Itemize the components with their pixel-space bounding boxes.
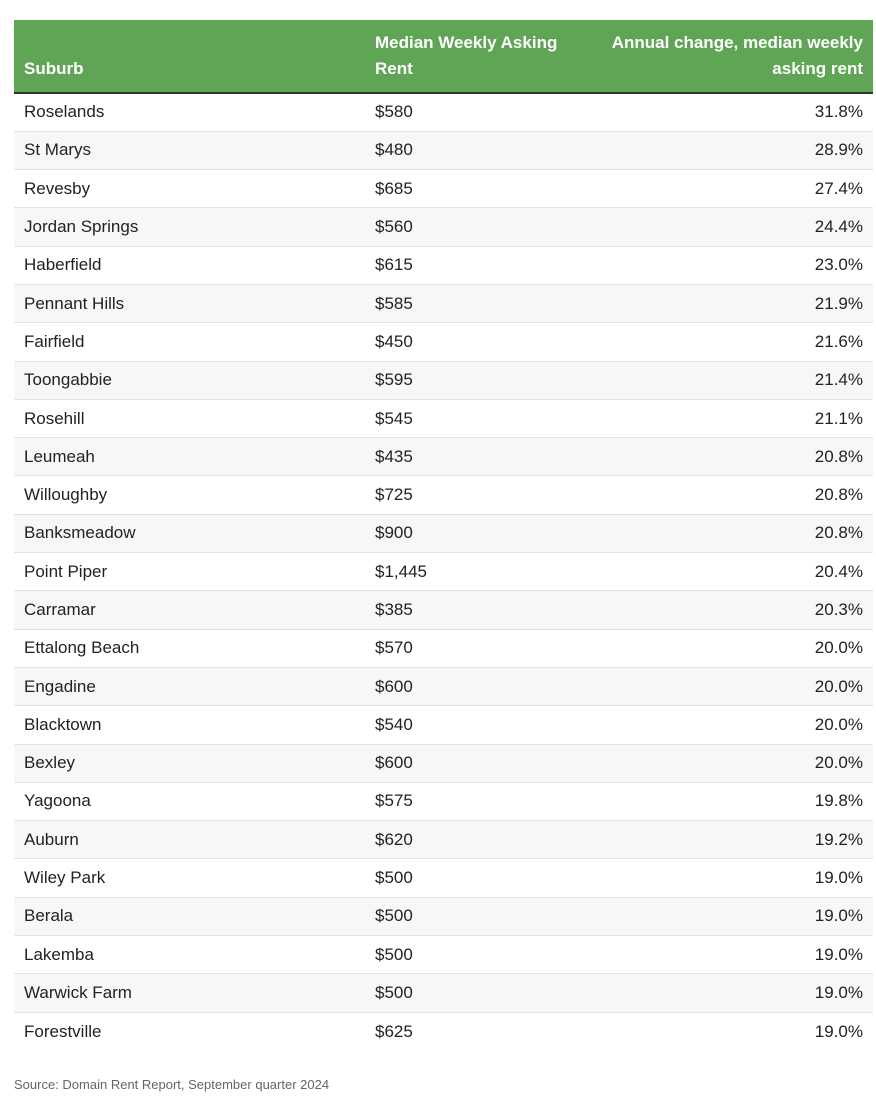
suburb-cell: Pennant Hills [14, 284, 365, 322]
suburb-cell: Forestville [24, 1021, 102, 1041]
rent-cell: $585 [365, 284, 575, 322]
rent-cell: $900 [365, 514, 575, 552]
suburb-cell: St Marys [14, 131, 365, 169]
table-row [14, 131, 873, 169]
suburb-cell: Jordan Springs [14, 208, 365, 246]
header-rent: Median Weekly Asking Rent [365, 20, 575, 93]
suburb-cell: Point Piper [14, 553, 365, 591]
change-cell: 19.0% [575, 859, 873, 897]
change-cell: 21.6% [575, 323, 873, 361]
suburb-cell: Warwick Farm [14, 974, 365, 1012]
suburb-cell: Revesby [14, 170, 365, 208]
table-header [14, 20, 873, 93]
change-cell: 19.0% [575, 974, 873, 1012]
rent-cell: $725 [365, 476, 575, 514]
table-row [14, 859, 873, 897]
source-note: Source: Domain Rent Report, September quarter 2024 [14, 1077, 330, 1092]
suburb-cell: Yagoona [14, 782, 365, 820]
rent-cell: $575 [365, 782, 575, 820]
rent-cell: $685 [365, 170, 575, 208]
suburb-cell: Roselands [14, 93, 365, 131]
rent-cell: $500 [365, 897, 575, 935]
change-cell: 20.0% [575, 667, 873, 705]
rent-cell: $500 [365, 859, 575, 897]
change-cell: 20.8% [575, 476, 873, 514]
change-cell: 19.0% [814, 1021, 863, 1041]
rent-cell: $435 [365, 438, 575, 476]
change-cell: 20.8% [575, 438, 873, 476]
table-row [14, 170, 873, 208]
change-cell: 31.8% [575, 93, 873, 131]
suburb-cell: Leumeah [14, 438, 365, 476]
change-cell: 28.9% [575, 131, 873, 169]
table-row [14, 897, 873, 935]
header-row [14, 20, 873, 93]
table-row [14, 782, 873, 820]
rent-cell: $540 [365, 706, 575, 744]
rent-cell: $560 [365, 208, 575, 246]
change-cell: 27.4% [575, 170, 873, 208]
table-row [14, 323, 873, 361]
header-change: Annual change, median weekly asking rent [575, 20, 873, 93]
suburb-cell: Auburn [14, 821, 365, 859]
rent-cell: $595 [365, 361, 575, 399]
suburb-cell: Blacktown [14, 706, 365, 744]
rent-cell: $500 [365, 974, 575, 1012]
rent-table [14, 20, 873, 1050]
rent-cell: $1,445 [365, 553, 575, 591]
table-row [14, 514, 873, 552]
rent-cell: $480 [365, 131, 575, 169]
suburb-cell: Toongabbie [14, 361, 365, 399]
change-cell: 21.4% [575, 361, 873, 399]
table-row [14, 208, 873, 246]
rent-cell: $600 [365, 744, 575, 782]
change-cell: 23.0% [575, 246, 873, 284]
table-row [14, 399, 873, 437]
table-row [14, 667, 873, 705]
change-cell: 19.8% [575, 782, 873, 820]
suburb-cell: Bexley [14, 744, 365, 782]
rent-cell: $500 [365, 936, 575, 974]
table-row [14, 361, 873, 399]
change-cell: 20.8% [575, 514, 873, 552]
suburb-cell: Haberfield [14, 246, 365, 284]
suburb-cell: Wiley Park [14, 859, 365, 897]
suburb-cell: Lakemba [14, 936, 365, 974]
rent-cell: $385 [365, 591, 575, 629]
table-row [14, 476, 873, 514]
change-cell: 21.9% [575, 284, 873, 322]
rent-cell: $620 [365, 821, 575, 859]
rent-cell: $600 [365, 667, 575, 705]
rent-cell: $570 [365, 629, 575, 667]
table-row [14, 246, 873, 284]
table-row [14, 284, 873, 322]
suburb-cell: Rosehill [14, 399, 365, 437]
table-row [14, 706, 873, 744]
rent-cell: $450 [365, 323, 575, 361]
table-row [14, 821, 873, 859]
change-cell: 20.4% [575, 553, 873, 591]
table-row [14, 591, 873, 629]
table-row [14, 438, 873, 476]
table-body [14, 93, 873, 1050]
table-row [14, 936, 873, 974]
rent-cell: $625 [375, 1021, 413, 1041]
table-row [14, 1012, 873, 1050]
change-cell: 24.4% [575, 208, 873, 246]
change-cell: 20.0% [575, 744, 873, 782]
suburb-cell: Engadine [14, 667, 365, 705]
change-cell: 21.1% [575, 399, 873, 437]
suburb-cell: Willoughby [14, 476, 365, 514]
change-cell: 20.0% [575, 629, 873, 667]
rent-cell: $545 [365, 399, 575, 437]
suburb-cell: Carramar [14, 591, 365, 629]
rent-cell: $580 [365, 93, 575, 131]
change-cell: 19.2% [575, 821, 873, 859]
header-suburb: Suburb [14, 20, 365, 93]
change-cell: 19.0% [575, 936, 873, 974]
table-row [14, 744, 873, 782]
table-row [14, 629, 873, 667]
table-row [14, 93, 873, 131]
change-cell: 20.3% [575, 591, 873, 629]
suburb-cell: Ettalong Beach [14, 629, 365, 667]
rent-cell: $615 [365, 246, 575, 284]
suburb-cell: Berala [14, 897, 365, 935]
change-cell: 19.0% [575, 897, 873, 935]
rent-table-container [14, 20, 873, 1050]
suburb-cell: Banksmeadow [14, 514, 365, 552]
table-row [14, 553, 873, 591]
table-row [14, 974, 873, 1012]
suburb-cell: Fairfield [14, 323, 365, 361]
change-cell: 20.0% [575, 706, 873, 744]
